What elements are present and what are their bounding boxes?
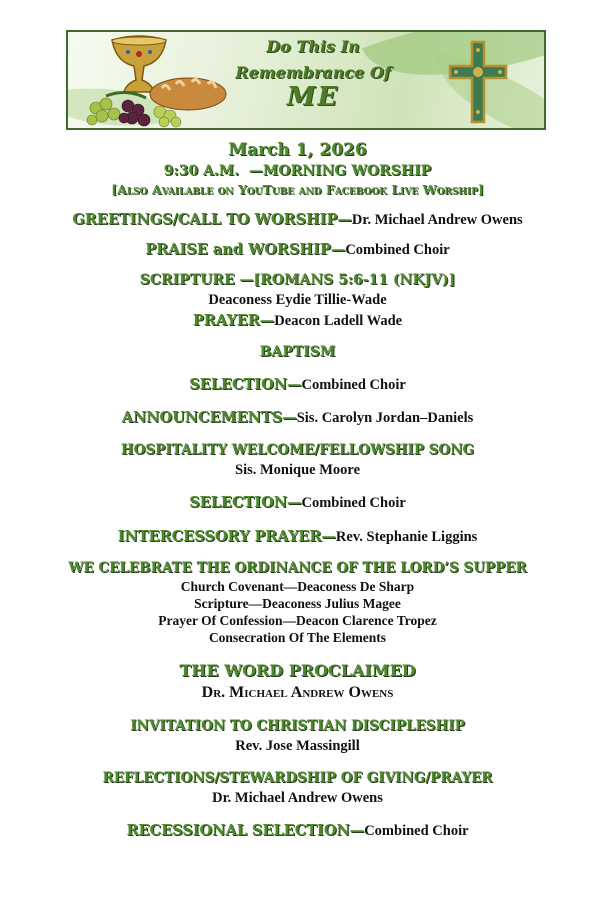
service-name: —MORNING WORSHIP <box>248 163 432 179</box>
order-of-service <box>0 138 595 841</box>
program-title: BAPTISM <box>259 344 336 360</box>
program-leader: Combined Choir <box>345 242 450 258</box>
program-item <box>0 527 595 547</box>
program-subitem: Consecration Of The Elements <box>208 630 387 645</box>
banner-line-1: Do This In <box>266 37 360 56</box>
banner-line-3: ME <box>286 82 340 112</box>
program-leader: Rev. Jose Massingill <box>235 738 360 754</box>
program-leader: Sis. Carolyn Jordan–Daniels <box>296 410 474 426</box>
grapes-icon <box>86 88 206 130</box>
program-title: INVITATION TO CHRISTIAN DISCIPLESHIP <box>130 718 465 734</box>
header-banner <box>66 30 546 130</box>
banner-line-2: Remembrance Of <box>235 63 391 82</box>
program-title: HOSPITALITY WELCOME/FELLOWSHIP SONG <box>120 442 475 458</box>
program-title: INTERCESSORY PRAYER— <box>117 528 336 545</box>
program-title: RECESSIONAL SELECTION— <box>126 822 365 839</box>
program-subitem: Prayer Of Confession—Deacon Clarence Tropez <box>158 613 437 628</box>
program-leader: Dr. Michael Andrew Owens <box>212 790 383 806</box>
program-item <box>0 375 595 395</box>
cross-icon <box>448 40 508 124</box>
program-item <box>0 821 595 841</box>
program-leader: Deaconess Eydie Tillie-Wade <box>208 292 387 308</box>
program-subitem: Church Covenant—Deaconess De Sharp <box>180 579 415 594</box>
program-title: PRAYER— <box>192 312 275 329</box>
program-subitem: Scripture—Deaconess Julius Magee <box>194 596 401 611</box>
program-title: REFLECTIONS/STEWARDSHIP OF GIVING/PRAYER <box>102 770 493 786</box>
program-leader: Dr. Michael Andrew Owens <box>201 684 394 701</box>
program-leader: Dr. Michael Andrew Owens <box>351 212 523 228</box>
program-title: GREETINGS/CALL TO WORSHIP— <box>72 211 352 228</box>
program-item <box>0 408 595 428</box>
program-leader: Rev. Stephanie Liggins <box>335 529 478 545</box>
service-availability: [Also Available on YouTube and Facebook Live Worship] <box>111 182 484 197</box>
program-item <box>0 310 595 332</box>
program-item <box>0 240 595 260</box>
program-title: SELECTION— <box>189 376 302 393</box>
program-leader: Combined Choir <box>364 823 469 839</box>
program-title: ANNOUNCEMENTS— <box>121 409 297 426</box>
program-item <box>0 493 595 513</box>
program-title: WE CELEBRATE THE ORDINANCE OF THE LORD’S SUPPER <box>68 560 527 576</box>
program-leader: Combined Choir <box>301 377 406 393</box>
program-title: SCRIPTURE —[ROMANS 5:6-11 (NKJV)] <box>139 272 456 288</box>
program-leader: Deacon Ladell Wade <box>274 313 403 329</box>
program-leader: Combined Choir <box>301 495 406 511</box>
program-title: THE WORD PROCLAIMED <box>179 661 416 680</box>
service-time-line <box>0 162 595 180</box>
program-item <box>0 210 595 230</box>
service-time: 9:30 A.M. <box>163 163 240 179</box>
program-leader: Sis. Monique Moore <box>235 462 360 478</box>
banner-title <box>218 34 408 110</box>
service-date: March 1, 2026 <box>228 140 367 160</box>
program-title: SELECTION— <box>189 494 302 511</box>
program-title: PRAISE and WORSHIP— <box>145 241 346 258</box>
